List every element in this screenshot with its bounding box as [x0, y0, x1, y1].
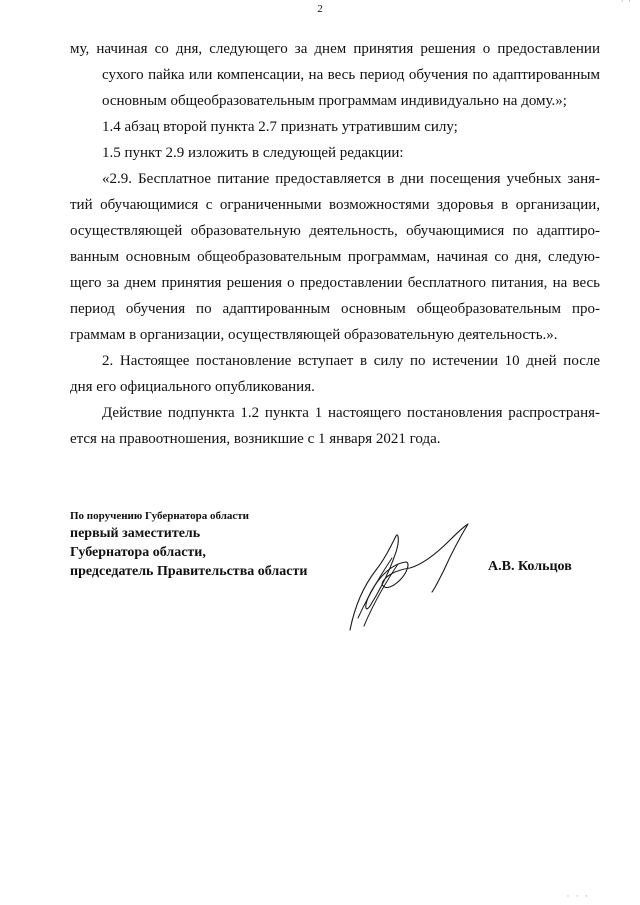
signatory-title-line: председатель Правительства области: [70, 564, 308, 579]
text-line: период обучения по адаптированным основным общеобразовательным про-: [70, 301, 600, 317]
text-line: основным общеобразовательным программам индивидуально на дому.»;: [102, 93, 567, 109]
text-line: тий обучающимися с ограниченными возможностями здоровья в организации,: [70, 197, 600, 213]
paragraph-item-2: [70, 348, 600, 400]
text-line: ванным основным общеобразовательным программам, начиная со дня, следую-: [70, 249, 600, 265]
text-line: дня его официального опубликования.: [70, 379, 315, 395]
paragraph-item-1-5: [70, 140, 600, 166]
paragraph-continuation: [70, 36, 600, 114]
text-line: «2.9. Бесплатное питание предоставляется в дни посещения учебных заня-: [102, 171, 600, 187]
text-line: 1.5 пункт 2.9 изложить в следующей редакции:: [102, 145, 404, 161]
document-body: [70, 36, 600, 452]
bottom-mark: · · ·: [566, 891, 590, 901]
corner-mark: · ·: [620, 0, 632, 6]
text-line: ется на правоотношения, возникшие с 1 января 2021 года.: [70, 431, 441, 447]
text-line: сухого пайка или компенсации, на весь период обучения по адаптированным: [102, 67, 600, 83]
text-line: 1.4 абзац второй пункта 2.7 признать утратившим силу;: [102, 119, 458, 135]
text-line: граммам в организации, осуществляющей образовательную деятельность.».: [70, 327, 558, 343]
text-line: 2. Настоящее постановление вступает в силу по истечении 10 дней после: [102, 353, 600, 369]
text-line: Действие подпункта 1.2 пункта 1 настоящего постановления распространя-: [102, 405, 600, 421]
signature-block: [70, 508, 600, 581]
text-line: щего за днем принятия решения о предоставлении бесплатного питания, на весь: [70, 275, 600, 291]
signature-mandate: По поручению Губернатора области: [70, 510, 250, 522]
signatory-title-line: Губернатора области,: [70, 545, 206, 560]
paragraph-item-1-4: [70, 114, 600, 140]
text-line: осуществляющей образовательную деятельность, обучающимися по адаптиро-: [70, 223, 600, 239]
signatory-name: А.В. Кольцов: [488, 559, 572, 574]
paragraph-2-9: [70, 166, 600, 348]
signatory-title-line: первый заместитель: [70, 526, 201, 541]
page-number: 2: [317, 3, 323, 15]
signature-stroke: [350, 524, 468, 630]
handwritten-signature: [340, 518, 480, 638]
text-line: му, начиная со дня, следующего за днем принятия решения о предоставлении: [70, 41, 600, 57]
paragraph-final: [70, 400, 600, 452]
